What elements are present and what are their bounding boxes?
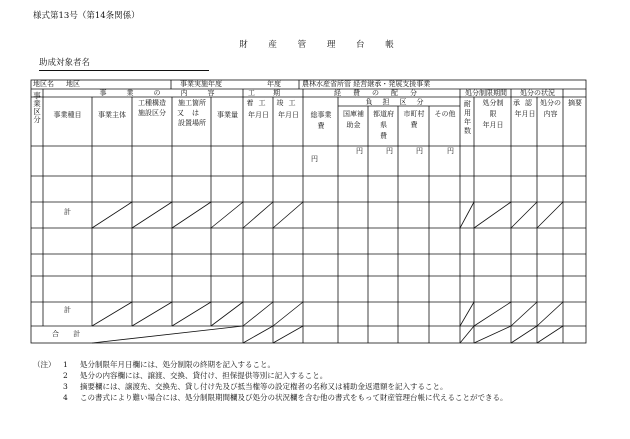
col-shobun-naiyo: 処分の [540,99,561,107]
col-todofuken-3: 費 [380,132,387,140]
col-tainen: 耐用年数 [464,100,471,136]
col-sojigyohi: 総事業 [310,111,332,119]
col-sojigyohi-2: 費 [317,122,325,130]
col-todofuken: 都道府 [373,110,394,118]
unit-todofuken-yen: 円 [386,147,393,155]
col-chakko-date: 年月日 [248,111,269,119]
col-seigen-date-3: 年月日 [482,121,504,129]
col-shichoson-2: 費 [410,121,418,129]
col-jigyo-kubun: 事業区分 [33,91,41,124]
col-jigyo-shumoku: 事業種目 [53,111,82,119]
col-seko-kasho: 施工箇所 [178,99,206,107]
col-tekiyo: 摘要 [568,99,582,107]
col-seigen-kikan: 処分制限期間 [465,89,507,97]
col-keihi: 経費の配分 [334,89,429,97]
note-number: 2 [63,371,68,380]
note-number: 4 [63,393,68,402]
note-text: 処分の内容欄には、譲渡、交換、貸付け、担保提供等別に記入すること。 [80,371,328,380]
page-title: 財 産 管 理 台 帳 [239,40,403,50]
col-futan-kubun: 負担区分 [365,98,434,106]
region-label: 地区名 [33,80,54,88]
col-kuni-2: 助金 [346,121,361,129]
note-number: 1 [63,360,68,369]
col-setchi-basho: 設置場所 [178,119,206,127]
subtotal-label: 計 [64,306,71,314]
unit-sonota-yen: 円 [447,147,454,155]
col-seko-mata: 又は [177,109,207,117]
region-value: 地区 [66,80,80,88]
col-shunko: 竣工 [276,99,301,107]
col-koki: 工期 [248,89,298,97]
col-shonin: 承認 [513,99,537,107]
program-name: 農林水産省所管 経営継承・発展支援事業 [302,80,431,88]
year-label: 事業実施年度 [180,80,222,88]
note-text: 処分制限年月日欄には、処分制限の終期を記入すること。 [80,360,275,369]
unit-kuni-yen: 円 [356,147,363,155]
unit-total-yen: 円 [311,155,318,163]
form-number: 様式第13号（第14条関係） [33,11,140,21]
col-jigyo-shutai: 事業主体 [98,111,126,119]
note-text: 摘要欄には、譲渡先、交換先、貸し付け先及び抵当権等の設定権者の名称又は補助金返還額を記入すること。 [80,382,448,391]
col-seigen-date: 処分制 [482,99,504,107]
note-number: 3 [63,382,68,391]
recipient-label: 助成対象者名 [39,58,91,68]
notes-head: （注） [33,360,56,369]
col-shichoson: 市町村 [403,110,425,118]
grand-total-label: 合 計 [52,330,87,338]
col-sonota: その他 [434,110,456,118]
subtotal-label: 計 [64,208,71,216]
unit-shichoson-yen: 円 [416,147,423,155]
col-shunko-date: 年月日 [278,111,299,119]
col-shonin-date: 年月日 [514,110,536,118]
col-kuni: 国庫補 [343,110,364,118]
year-value: 年度 [267,80,281,88]
col-chakko: 着工 [246,99,271,107]
note-text: この書式により難い場合には、処分制限期間欄及び処分の状況欄を含む他の書式をもって財産管理台帳に代えることができる。 [80,393,508,402]
col-jigyoryo: 事業量 [217,111,238,119]
col-shisetsu-kubun: 施設区分 [138,109,166,117]
col-shobun-naiyo-2: 内容 [543,110,558,118]
col-shobun-jokyo: 処分の状況 [520,89,555,97]
col-jigyo-naiyo: 事業の内容 [99,89,235,97]
col-todofuken-2: 県 [380,121,387,129]
col-seigen-date-2: 限 [489,110,497,118]
col-kosyu-kozo: 工種構造 [138,99,166,107]
